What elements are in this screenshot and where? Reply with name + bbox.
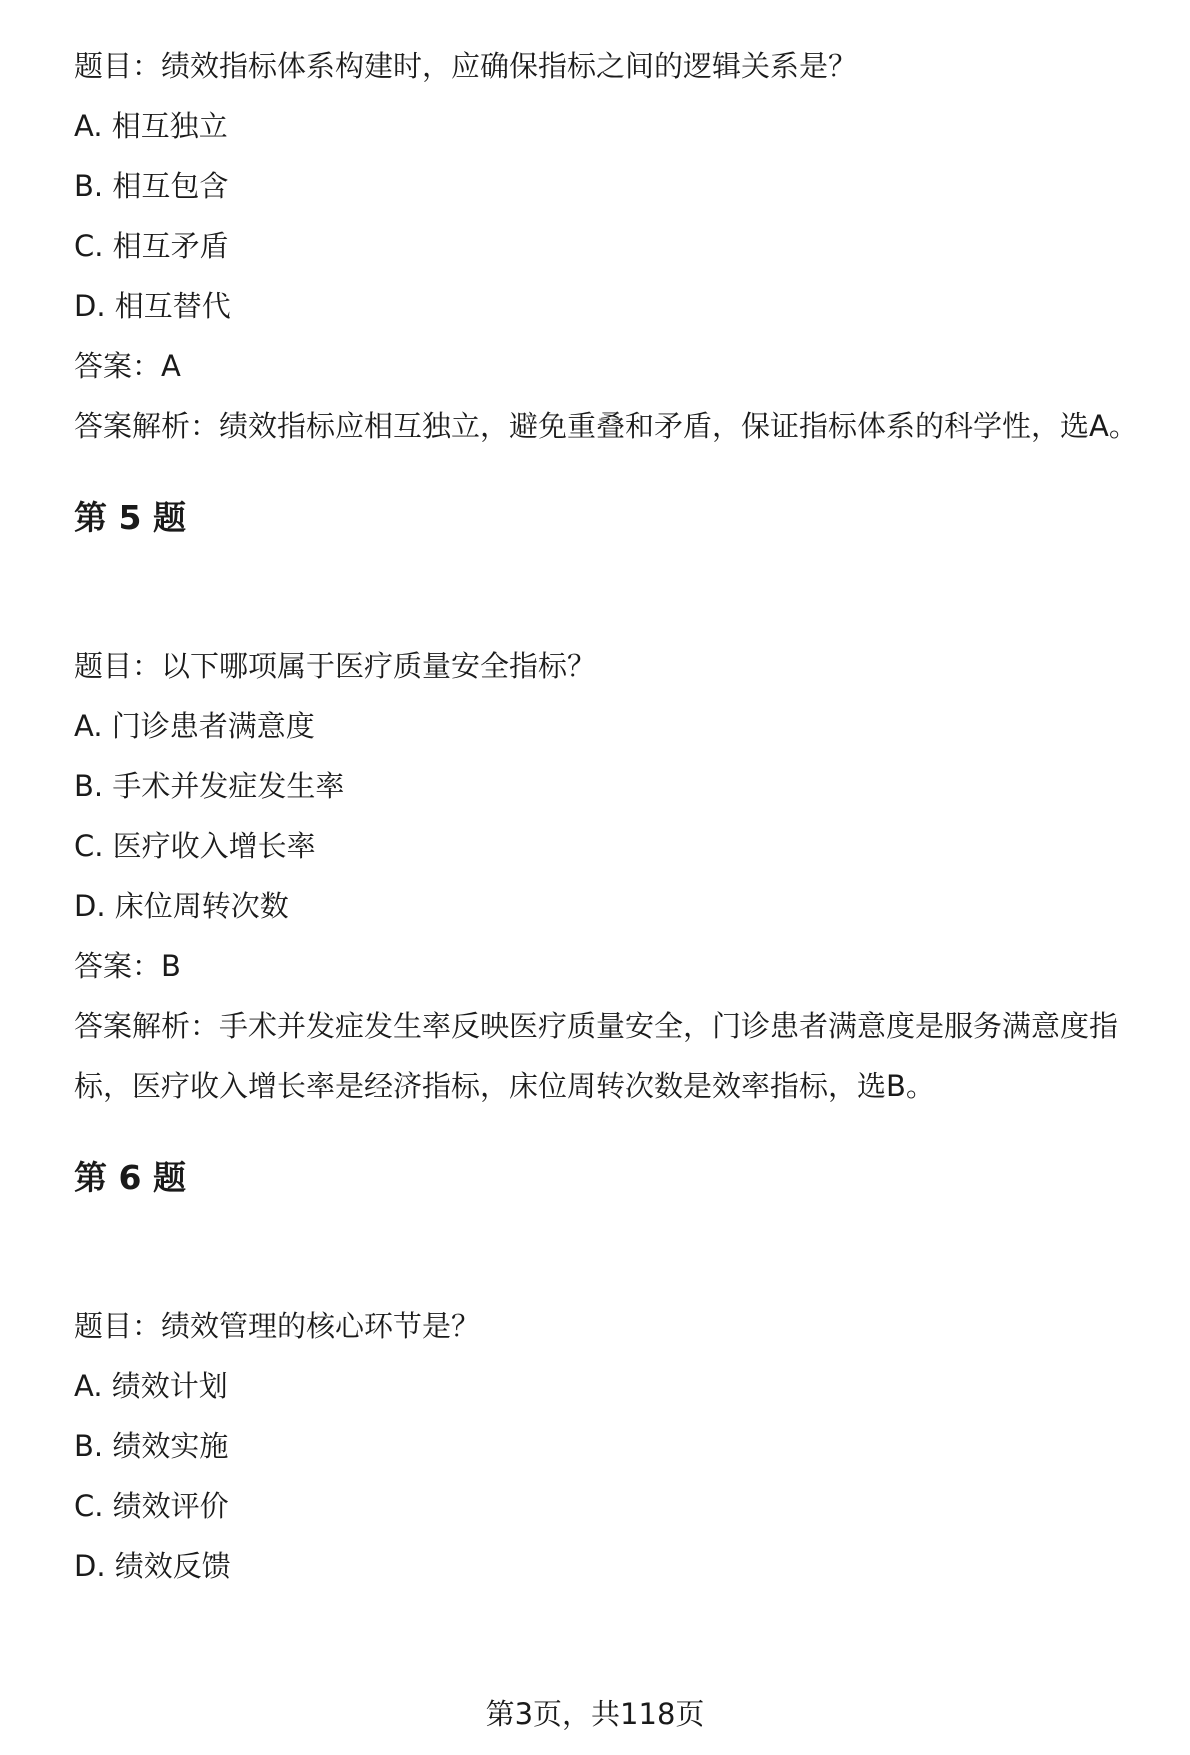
option-b: B. 绩效实施	[74, 1429, 229, 1463]
option-d: D. 绩效反馈	[74, 1549, 231, 1583]
answer-explanation: 答案解析：手术并发症发生率反映医疗质量安全，门诊患者满意度是服务满意度指标，医疗收入增长率是经济指标，床位周转次数是效率指标，选B。	[74, 1009, 1119, 1103]
option-a: A. 门诊患者满意度	[74, 709, 315, 743]
question-4	[74, 48, 1164, 456]
answer: 答案：A	[74, 349, 181, 383]
question-heading: 第 5 题	[74, 498, 186, 537]
document-content	[74, 48, 1164, 1608]
question-stem: 题目：绩效指标体系构建时，应确保指标之间的逻辑关系是？	[74, 49, 858, 83]
option-c: C. 医疗收入增长率	[74, 829, 316, 863]
question-heading: 第 6 题	[74, 1158, 186, 1197]
option-a: A. 相互独立	[74, 109, 228, 143]
option-d: D. 相互替代	[74, 289, 231, 323]
question-5	[74, 498, 1164, 1116]
question-stem: 题目：绩效管理的核心环节是？	[74, 1309, 481, 1343]
page-footer: 第3页，共118页	[485, 1697, 705, 1731]
question-stem: 题目：以下哪项属于医疗质量安全指标？	[74, 649, 597, 683]
option-c: C. 相互矛盾	[74, 229, 229, 263]
option-d: D. 床位周转次数	[74, 889, 289, 923]
option-a: A. 绩效计划	[74, 1369, 228, 1403]
option-b: B. 手术并发症发生率	[74, 769, 345, 803]
answer-explanation: 答案解析：绩效指标应相互独立，避免重叠和矛盾，保证指标体系的科学性，选A。	[74, 409, 1138, 443]
option-c: C. 绩效评价	[74, 1489, 229, 1523]
answer: 答案：B	[74, 949, 181, 983]
question-6	[74, 1158, 1164, 1584]
option-b: B. 相互包含	[74, 169, 229, 203]
